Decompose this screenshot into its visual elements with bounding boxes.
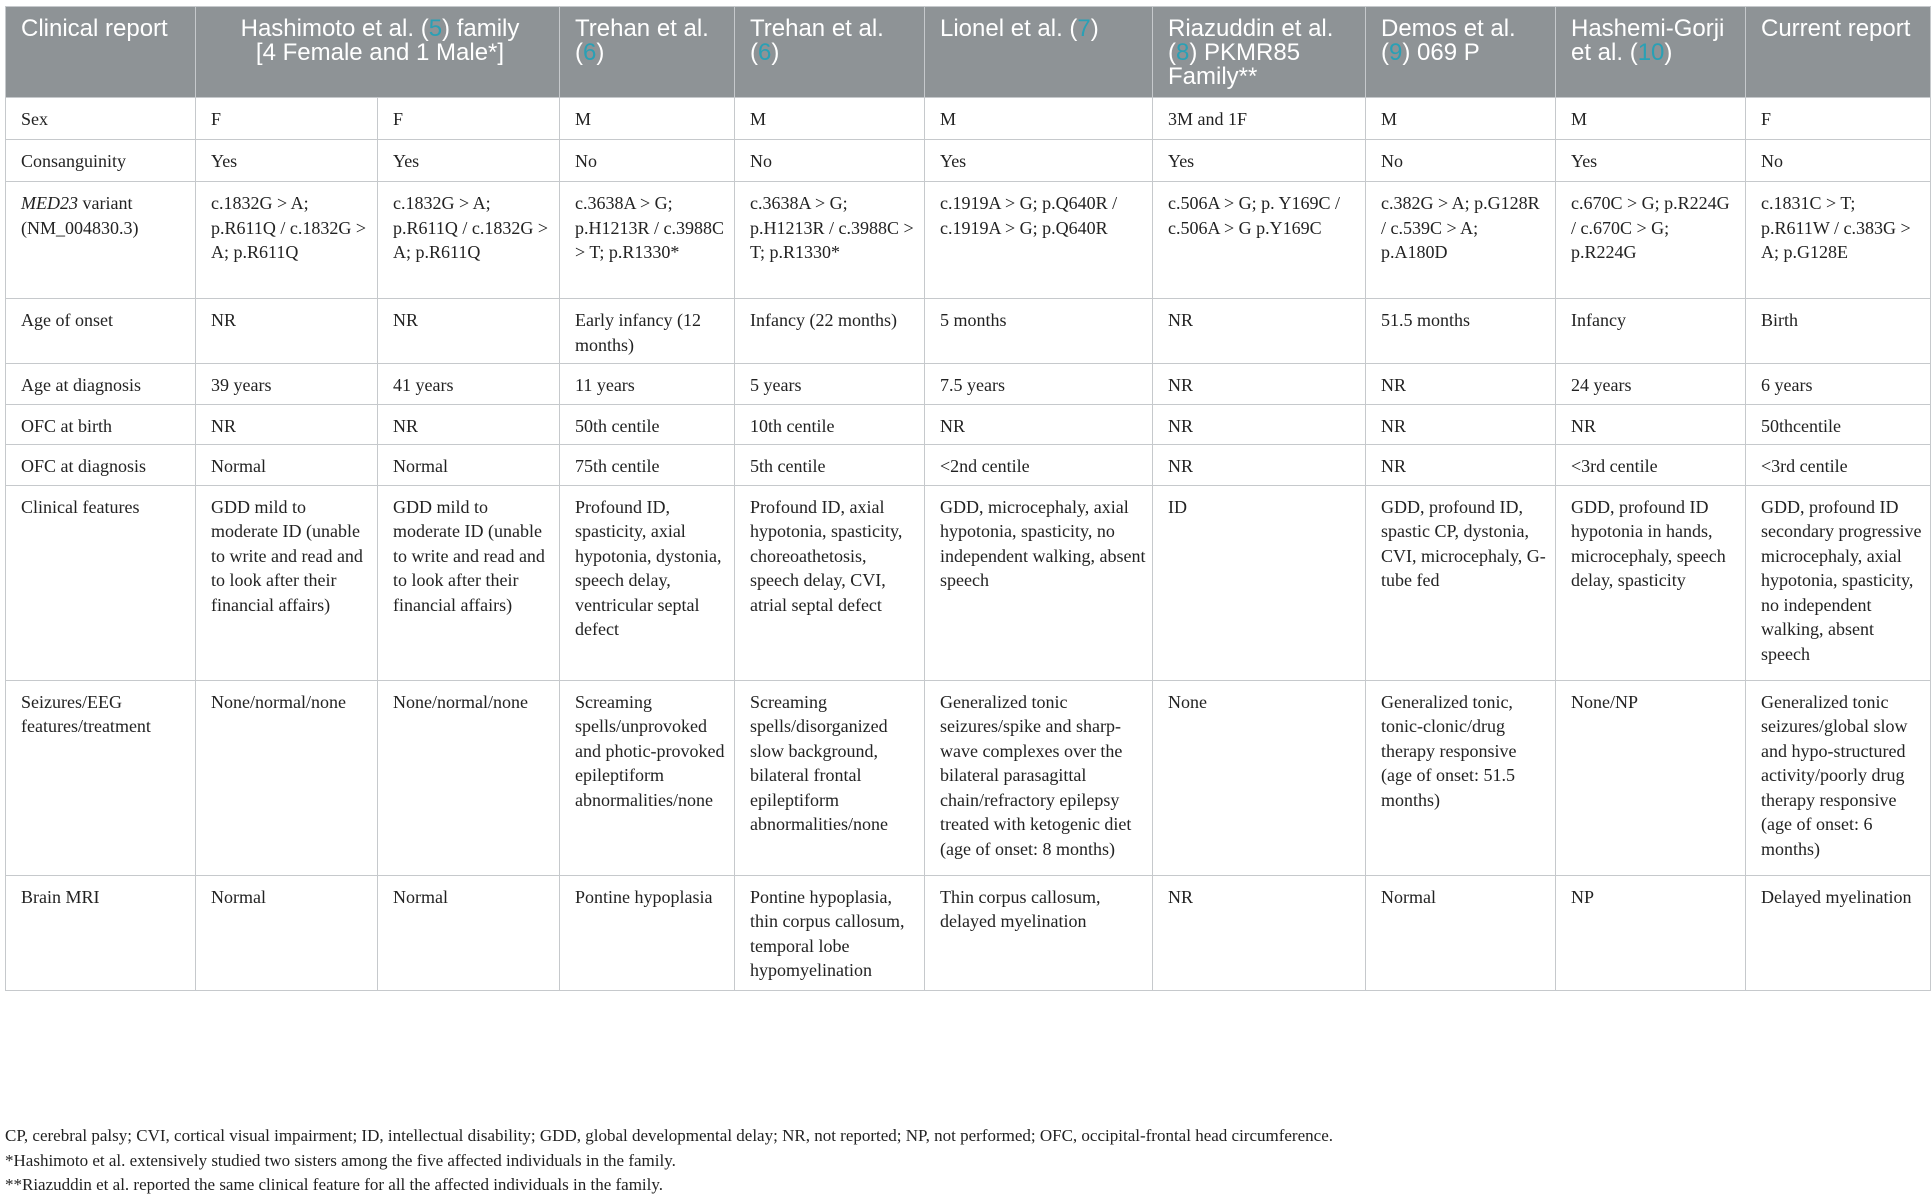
table-cell: 50th centile <box>560 404 735 445</box>
table-cell: Yes <box>196 140 378 182</box>
table-cell: NR <box>378 404 560 445</box>
table-cell: NR <box>1153 875 1366 990</box>
table-cell: c.670C > G; p.R224G / c.670C > G; p.R224G <box>1556 182 1746 299</box>
table-cell: NR <box>1366 404 1556 445</box>
table-cell: 5 months <box>925 299 1153 364</box>
header-hashemi-text: Hashemi-Gorji et al. ( <box>1571 15 1725 66</box>
table-cell: Normal <box>196 445 378 486</box>
row-label-rest: variant (NM_004830.3) <box>21 193 139 238</box>
table-cell: Generalized tonic seizures/global slow and hypo-structured activity/poorly drug therapy responsive (age of onset: 6 months) <box>1746 680 1931 875</box>
reference-link[interactable]: 7 <box>1077 15 1091 42</box>
table-cell: None/normal/none <box>196 680 378 875</box>
table-cell: M <box>925 98 1153 140</box>
table-cell: 41 years <box>378 364 560 405</box>
table-row-ofc-at-diagnosis <box>6 445 1931 486</box>
table-cell: NR <box>196 404 378 445</box>
row-label <box>6 182 196 299</box>
table-cell: Birth <box>1746 299 1931 364</box>
table-cell: 39 years <box>196 364 378 405</box>
header-demos-text: Demos et al. ( <box>1381 15 1516 66</box>
table-cell: NR <box>925 404 1153 445</box>
table-cell: NR <box>1366 364 1556 405</box>
table-cell: NP <box>1556 875 1746 990</box>
footnote-hashimoto: *Hashimoto et al. extensively studied two sisters among the five affected individuals in the family. <box>5 1150 676 1170</box>
table-cell: <2nd centile <box>925 445 1153 486</box>
table-cell: Pontine hypoplasia <box>560 875 735 990</box>
header-riazuddin-text: Riazuddin et al. ( <box>1168 15 1334 66</box>
table-cell: Profound ID, axial hypotonia, spasticity, choreoathetosis, speech delay, CVI, atrial septal defect <box>735 485 925 680</box>
table-cell: NR <box>1153 445 1366 486</box>
table-cell: c.1832G > A; p.R611Q / c.1832G > A; p.R611Q <box>378 182 560 299</box>
row-label: OFC at birth <box>6 404 196 445</box>
header-lionel <box>925 7 1153 98</box>
header-riazuddin-text-end: ) PKMR85 Family** <box>1168 39 1301 90</box>
table-cell: None <box>1153 680 1366 875</box>
header-lionel-text-end: ) <box>1090 15 1099 42</box>
table-cell: Normal <box>378 875 560 990</box>
header-trehan-2 <box>735 7 925 98</box>
table-cell: GDD mild to moderate ID (unable to write and read and to look after their financial affairs) <box>378 485 560 680</box>
table-cell: M <box>735 98 925 140</box>
table-row-age-of-onset <box>6 299 1931 364</box>
table-row-brain-mri <box>6 875 1931 990</box>
table-cell: GDD, profound ID hypotonia in hands, microcephaly, speech delay, spasticity <box>1556 485 1746 680</box>
table-cell: NR <box>1153 299 1366 364</box>
table-cell: 3M and 1F <box>1153 98 1366 140</box>
table-cell: F <box>378 98 560 140</box>
table-cell: 11 years <box>560 364 735 405</box>
header-demos-text-end: ) 069 P <box>1402 39 1480 66</box>
reference-link[interactable]: 9 <box>1389 39 1403 66</box>
header-hashemi-text-end: ) <box>1664 39 1673 66</box>
table-cell: 5 years <box>735 364 925 405</box>
table-cell: Infancy <box>1556 299 1746 364</box>
table-cell: No <box>1746 140 1931 182</box>
table-cell: c.506A > G; p. Y169C / c.506A > G p.Y169C <box>1153 182 1366 299</box>
table-row-sex <box>6 98 1931 140</box>
reference-link[interactable]: 8 <box>1176 39 1190 66</box>
header-hashemi-gorji <box>1556 7 1746 98</box>
table-cell: No <box>560 140 735 182</box>
table-cell: 5th centile <box>735 445 925 486</box>
table-cell: Early infancy (12 months) <box>560 299 735 364</box>
row-label: Age at diagnosis <box>6 364 196 405</box>
reference-link[interactable]: 10 <box>1637 39 1665 66</box>
table-cell: F <box>196 98 378 140</box>
table-cell: 10th centile <box>735 404 925 445</box>
table-cell: <3rd centile <box>1556 445 1746 486</box>
header-riazuddin <box>1153 7 1366 98</box>
table-cell: NR <box>378 299 560 364</box>
table-cell: None/normal/none <box>378 680 560 875</box>
header-clinical-report: Clinical report <box>6 7 196 98</box>
header-hashimoto-text-end: ) family <box>442 15 520 42</box>
table-cell: GDD, profound ID, spastic CP, dystonia, CVI, microcephaly, G-tube fed <box>1366 485 1556 680</box>
table-row-seizures <box>6 680 1931 875</box>
table-cell: Profound ID, spasticity, axial hypotonia, dystonia, speech delay, ventricular septal defect <box>560 485 735 680</box>
table-cell: Delayed myelination <box>1746 875 1931 990</box>
header-trehan-1-text: Trehan et al. ( <box>575 15 709 66</box>
table-cell: NR <box>1556 404 1746 445</box>
table-cell: 24 years <box>1556 364 1746 405</box>
header-demos <box>1366 7 1556 98</box>
table-row-ofc-at-birth <box>6 404 1931 445</box>
table-cell: NR <box>1366 445 1556 486</box>
header-hashimoto <box>196 7 560 98</box>
table-footnotes <box>5 1124 1333 1198</box>
table-cell: M <box>1556 98 1746 140</box>
footnote-abbreviations: CP, cerebral palsy; CVI, cortical visual impairment; ID, intellectual disability; GDD, global developmental delay; NR, not reported; NP, not performed; OFC, occipital-frontal head circumference. <box>5 1126 1333 1145</box>
table-cell: Normal <box>1366 875 1556 990</box>
table-row-variant <box>6 182 1931 299</box>
row-label: Clinical features <box>6 485 196 680</box>
table-cell: c.1832G > A; p.R611Q / c.1832G > A; p.R611Q <box>196 182 378 299</box>
table-cell: c.3638A > G; p.H1213R / c.3988C > T; p.R1330* <box>560 182 735 299</box>
footnote-riazuddin: **Riazuddin et al. reported the same clinical feature for all the affected individuals in the family. <box>5 1175 664 1194</box>
row-label: Brain MRI <box>6 875 196 990</box>
header-lionel-text: Lionel et al. ( <box>940 15 1078 42</box>
table-cell: Yes <box>378 140 560 182</box>
table-cell: GDD, profound ID secondary progressive microcephaly, axial hypotonia, spasticity, no independent walking, absent speech <box>1746 485 1931 680</box>
table-cell: NR <box>196 299 378 364</box>
table-row-clinical-features <box>6 485 1931 680</box>
table-cell: M <box>1366 98 1556 140</box>
table-cell: <3rd centile <box>1746 445 1931 486</box>
header-hashimoto-subtitle: [4 Female and 1 Male*] <box>255 39 505 66</box>
table-cell: Yes <box>925 140 1153 182</box>
table-cell: Screaming spells/disorganized slow background, bilateral frontal epileptiform abnormalities/none <box>735 680 925 875</box>
table-cell: 75th centile <box>560 445 735 486</box>
header-hashimoto-text: Hashimoto et al. ( <box>240 15 429 42</box>
header-trehan-1 <box>560 7 735 98</box>
table-cell: 7.5 years <box>925 364 1153 405</box>
header-current-report: Current report <box>1746 7 1931 98</box>
table-cell: M <box>560 98 735 140</box>
table-cell: No <box>735 140 925 182</box>
row-label: Consanguinity <box>6 140 196 182</box>
table-container <box>5 6 1930 991</box>
table-cell: ID <box>1153 485 1366 680</box>
table-cell: c.1831C > T; p.R611W / c.383G > A; p.G128E <box>1746 182 1931 299</box>
row-label: Sex <box>6 98 196 140</box>
header-trehan-2-text: Trehan et al. ( <box>750 15 884 66</box>
table-cell: Pontine hypoplasia, thin corpus callosum, temporal lobe hypomyelination <box>735 875 925 990</box>
reference-link[interactable]: 6 <box>583 39 597 66</box>
table-cell: Normal <box>378 445 560 486</box>
row-label: OFC at diagnosis <box>6 445 196 486</box>
table-cell: c.382G > A; p.G128R / c.539C > A; p.A180D <box>1366 182 1556 299</box>
reference-link[interactable]: 6 <box>758 39 772 66</box>
table-cell: Screaming spells/unprovoked and photic-provoked epileptiform abnormalities/none <box>560 680 735 875</box>
clinical-comparison-table <box>5 6 1931 991</box>
table-cell: NR <box>1153 364 1366 405</box>
table-cell: GDD mild to moderate ID (unable to write and read and to look after their financial affairs) <box>196 485 378 680</box>
gene-name: MED23 <box>21 193 78 213</box>
table-cell: 51.5 months <box>1366 299 1556 364</box>
table-cell: c.1919A > G; p.Q640R / c.1919A > G; p.Q640R <box>925 182 1153 299</box>
table-row-consanguinity <box>6 140 1931 182</box>
table-cell: Normal <box>196 875 378 990</box>
table-cell: Generalized tonic, tonic-clonic/drug therapy responsive (age of onset: 51.5 months) <box>1366 680 1556 875</box>
table-cell: Thin corpus callosum, delayed myelination <box>925 875 1153 990</box>
table-cell: c.3638A > G; p.H1213R / c.3988C > T; p.R1330* <box>735 182 925 299</box>
table-cell: 50thcentile <box>1746 404 1931 445</box>
table-cell: Yes <box>1153 140 1366 182</box>
row-label: Seizures/EEG features/treatment <box>6 680 196 875</box>
table-header-row <box>6 7 1931 98</box>
header-trehan-2-text-end: ) <box>771 39 780 66</box>
row-label: Age of onset <box>6 299 196 364</box>
header-trehan-1-text-end: ) <box>596 39 605 66</box>
table-cell: Infancy (22 months) <box>735 299 925 364</box>
table-cell: 6 years <box>1746 364 1931 405</box>
table-row-age-at-diagnosis <box>6 364 1931 405</box>
table-cell: F <box>1746 98 1931 140</box>
header-hashimoto-line1 <box>211 17 549 41</box>
reference-link[interactable]: 5 <box>428 15 443 42</box>
table-cell: Generalized tonic seizures/spike and sharp-wave complexes over the bilateral parasagittal chain/refractory epilepsy treated with ketogenic diet (age of onset: 8 months) <box>925 680 1153 875</box>
table-cell: GDD, microcephaly, axial hypotonia, spasticity, no independent walking, absent speech <box>925 485 1153 680</box>
table-cell: NR <box>1153 404 1366 445</box>
table-cell: Yes <box>1556 140 1746 182</box>
table-cell: No <box>1366 140 1556 182</box>
table-cell: None/NP <box>1556 680 1746 875</box>
